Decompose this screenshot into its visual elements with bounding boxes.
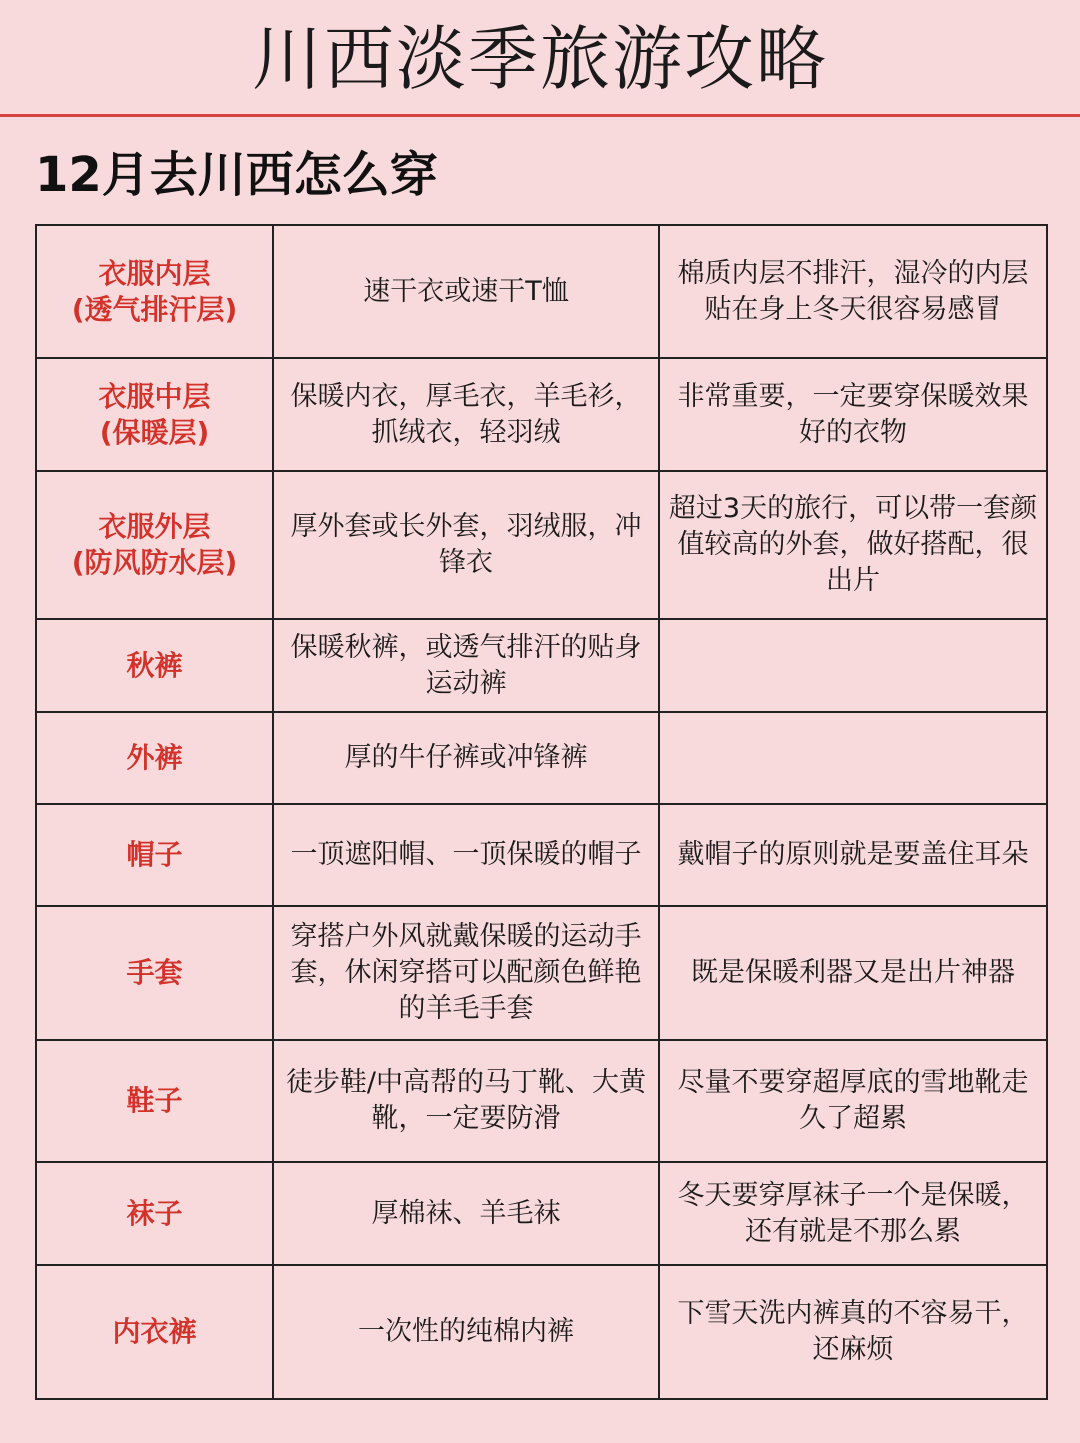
category-label: 衣服内层 bbox=[98, 256, 211, 290]
category-sublabel: (防风防水层) bbox=[71, 546, 238, 579]
table-row bbox=[36, 358, 1047, 471]
category-label: 衣服中层 bbox=[98, 379, 211, 413]
page-title: 川西淡季旅游攻略 bbox=[252, 18, 828, 100]
table-row bbox=[36, 471, 1047, 619]
items-cell: 厚外套或长外套，羽绒服，冲锋衣 bbox=[273, 471, 659, 619]
items-cell: 一顶遮阳帽、一顶保暖的帽子 bbox=[273, 804, 659, 906]
items-cell: 一次性的纯棉内裤 bbox=[273, 1265, 659, 1399]
table-row bbox=[36, 804, 1047, 906]
category-label: 衣服外层 bbox=[98, 510, 211, 543]
note-cell bbox=[659, 712, 1047, 804]
category-cell: 袜子 bbox=[36, 1162, 273, 1265]
items-cell: 徒步鞋/中高帮的马丁靴、大黄靴，一定要防滑 bbox=[273, 1040, 659, 1162]
items-cell: 速干衣或速干T恤 bbox=[273, 225, 659, 358]
table-row bbox=[36, 906, 1047, 1040]
category-cell: 鞋子 bbox=[36, 1040, 273, 1162]
category-cell: 内衣裤 bbox=[36, 1265, 273, 1399]
table-row bbox=[36, 1162, 1047, 1265]
note-cell: 非常重要，一定要穿保暖效果好的衣物 bbox=[659, 358, 1047, 471]
table-row bbox=[36, 225, 1047, 358]
table-row bbox=[36, 1265, 1047, 1399]
items-cell: 厚的牛仔裤或冲锋裤 bbox=[273, 712, 659, 804]
category-cell bbox=[36, 358, 273, 471]
note-cell: 冬天要穿厚袜子一个是保暖，还有就是不那么累 bbox=[659, 1162, 1047, 1265]
clothing-guide-table bbox=[35, 224, 1048, 1400]
section-heading: 12月去川西怎么穿 bbox=[35, 147, 438, 203]
table-row bbox=[36, 619, 1047, 712]
note-cell bbox=[659, 619, 1047, 712]
note-cell: 既是保暖利器又是出片神器 bbox=[659, 906, 1047, 1040]
note-cell: 下雪天洗内裤真的不容易干，还麻烦 bbox=[659, 1265, 1047, 1399]
category-cell: 帽子 bbox=[36, 804, 273, 906]
note-cell: 戴帽子的原则就是要盖住耳朵 bbox=[659, 804, 1047, 906]
category-cell: 秋裤 bbox=[36, 619, 273, 712]
title-divider bbox=[0, 114, 1080, 117]
items-cell: 穿搭户外风就戴保暖的运动手套，休闲穿搭可以配颜色鲜艳的羊毛手套 bbox=[273, 906, 659, 1040]
note-cell: 尽量不要穿超厚底的雪地靴走久了超累 bbox=[659, 1040, 1047, 1162]
items-cell: 厚棉袜、羊毛袜 bbox=[273, 1162, 659, 1265]
category-cell: 外裤 bbox=[36, 712, 273, 804]
category-cell bbox=[36, 471, 273, 619]
category-cell: 手套 bbox=[36, 906, 273, 1040]
category-sublabel: (保暖层) bbox=[99, 415, 210, 449]
note-cell: 超过3天的旅行，可以带一套颜值较高的外套，做好搭配，很出片 bbox=[659, 471, 1047, 619]
items-cell: 保暖秋裤，或透气排汗的贴身运动裤 bbox=[273, 619, 659, 712]
items-cell: 保暖内衣，厚毛衣，羊毛衫，抓绒衣，轻羽绒 bbox=[273, 358, 659, 471]
note-cell: 棉质内层不排汗，湿冷的内层贴在身上冬天很容易感冒 bbox=[659, 225, 1047, 358]
category-sublabel: (透气排汗层) bbox=[71, 292, 238, 326]
table-row bbox=[36, 1040, 1047, 1162]
table-row bbox=[36, 712, 1047, 804]
category-cell bbox=[36, 225, 273, 358]
